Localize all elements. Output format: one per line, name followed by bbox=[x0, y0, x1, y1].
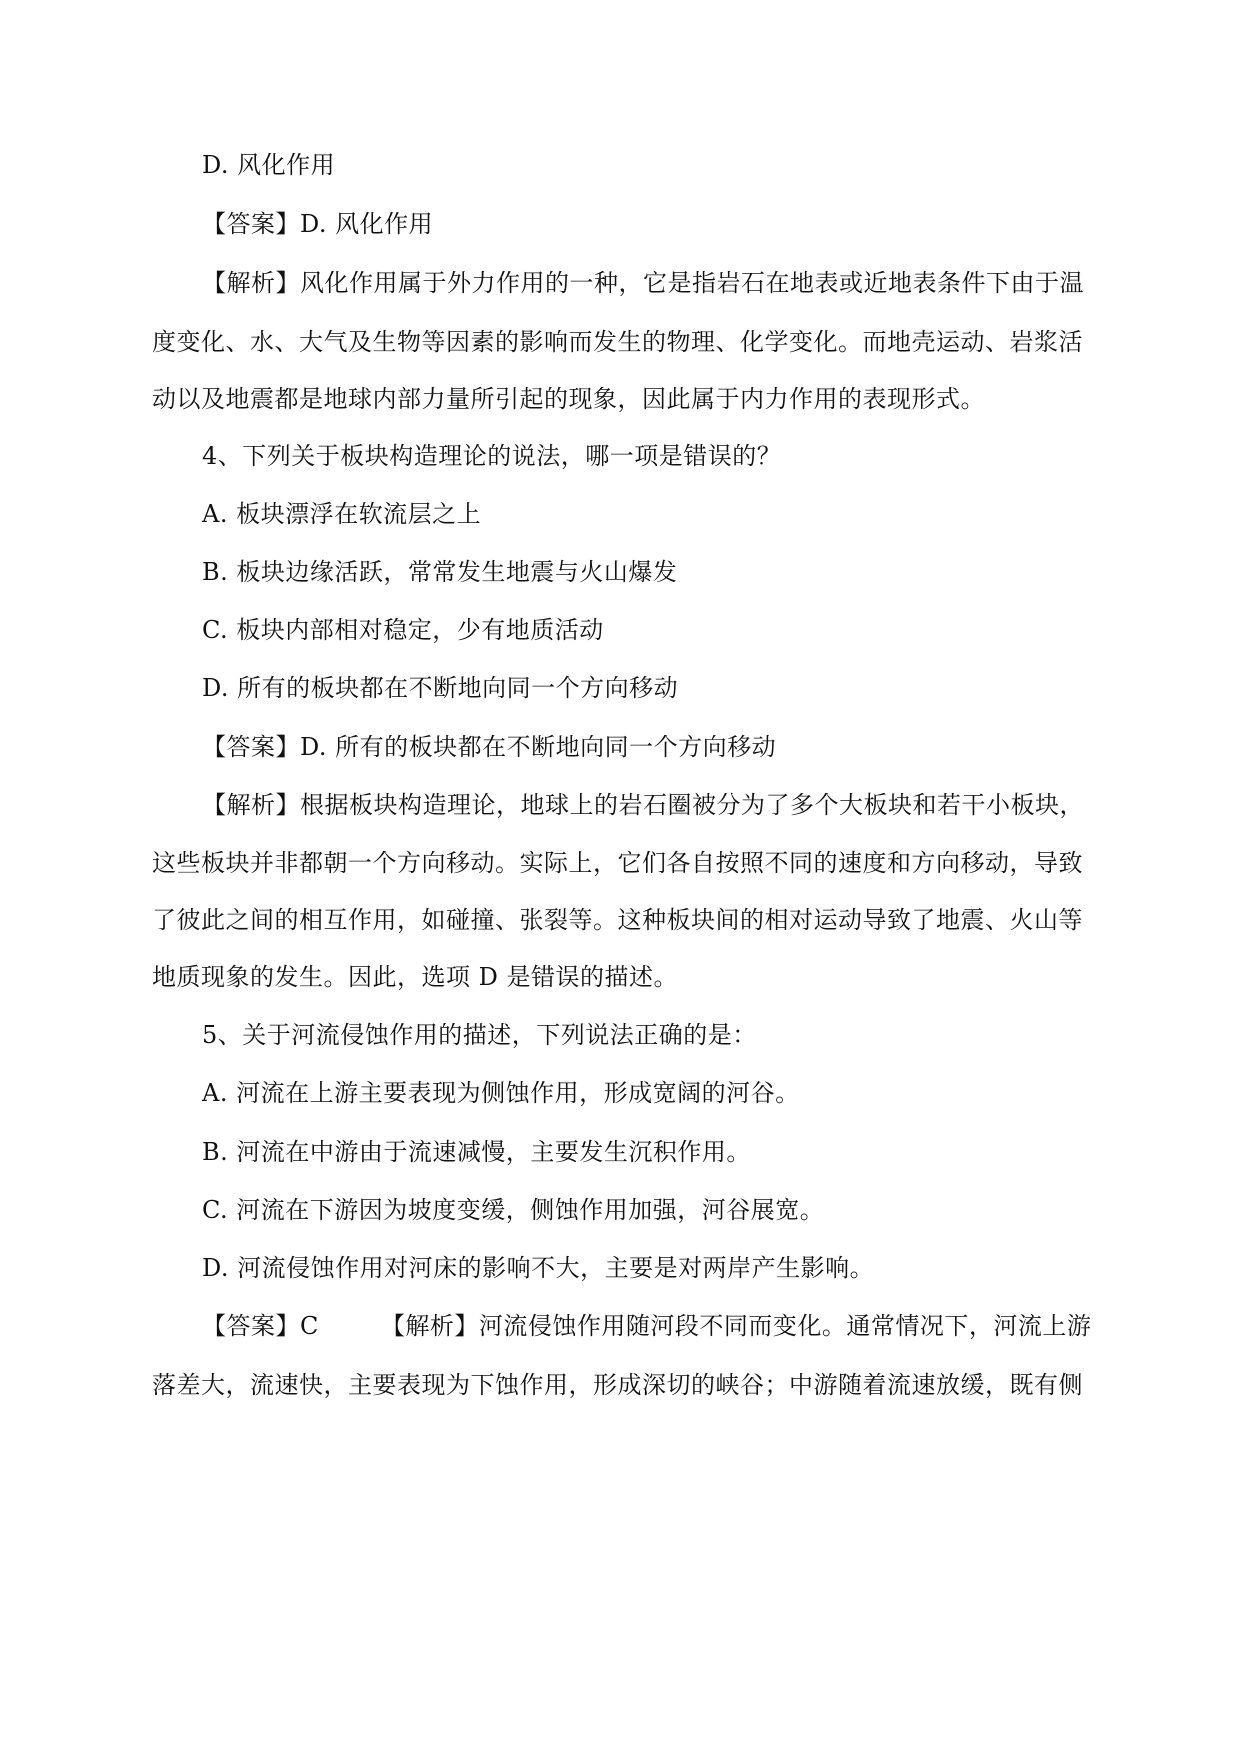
q4-analysis-line-2: 这些板块并非都朝一个方向移动。实际上，它们各自按照不同的速度和方向移动，导致 bbox=[152, 849, 1083, 877]
q4-option-d: D. 所有的板块都在不断地向同一个方向移动 bbox=[202, 674, 679, 702]
q3-option-d: D. 风化作用 bbox=[202, 151, 336, 179]
q3-analysis-line-2: 度变化、水、大气及生物等因素的影响而发生的物理、化学变化。而地壳运动、岩浆活 bbox=[152, 328, 1083, 356]
answer-label: 【答案】 bbox=[202, 733, 300, 761]
q5-analysis-line-2: 落差大，流速快，主要表现为下蚀作用，形成深切的峡谷；中游随着流速放缓，既有侧 bbox=[152, 1371, 1083, 1399]
answer-text: D. 所有的板块都在不断地向同一个方向移动 bbox=[300, 733, 777, 761]
q4-option-a: A. 板块漂浮在软流层之上 bbox=[202, 500, 482, 528]
q4-option-b: B. 板块边缘活跃，常常发生地震与火山爆发 bbox=[202, 558, 678, 586]
q4-answer bbox=[202, 732, 776, 762]
answer-label: 【答案】 bbox=[202, 210, 300, 238]
q5-option-d: D. 河流侵蚀作用对河床的影响不大，主要是对两岸产生影响。 bbox=[202, 1254, 875, 1282]
q5-option-b: B. 河流在中游由于流速减慢，主要发生沉积作用。 bbox=[202, 1138, 751, 1166]
q3-answer bbox=[202, 209, 433, 239]
q5-question: 5、关于河流侵蚀作用的描述，下列说法正确的是： bbox=[202, 1021, 757, 1049]
q3-analysis-line-1 bbox=[202, 268, 1084, 298]
q4-analysis-line-3: 了彼此之间的相互作用，如碰撞、张裂等。这种板块间的相对运动导致了地震、火山等 bbox=[152, 906, 1083, 934]
q4-option-c: C. 板块内部相对稳定，少有地质活动 bbox=[202, 616, 604, 644]
q4-question: 4、下列关于板块构造理论的说法，哪一项是错误的？ bbox=[202, 442, 782, 470]
q4-analysis-line-4: 地质现象的发生。因此，选项 D 是错误的描述。 bbox=[152, 963, 678, 991]
analysis-label: 【解析】 bbox=[380, 1312, 479, 1340]
analysis-text: 根据板块构造理论，地球上的岩石圈被分为了多个大板块和若干小板块， bbox=[300, 791, 1084, 819]
answer-text: C bbox=[300, 1312, 319, 1340]
q3-analysis-line-3: 动以及地震都是地球内部力量所引起的现象，因此属于内力作用的表现形式。 bbox=[152, 385, 985, 413]
analysis-label: 【解析】 bbox=[202, 269, 300, 297]
q4-analysis-line-1 bbox=[202, 790, 1084, 820]
analysis-label: 【解析】 bbox=[202, 791, 300, 819]
answer-label: 【答案】 bbox=[202, 1312, 300, 1340]
analysis-text: 河流侵蚀作用随河段不同而变化。通常情况下，河流上游 bbox=[478, 1312, 1092, 1340]
q5-option-c: C. 河流在下游因为坡度变缓，侧蚀作用加强，河谷展宽。 bbox=[202, 1196, 825, 1224]
q5-option-a: A. 河流在上游主要表现为侧蚀作用，形成宽阔的河谷。 bbox=[202, 1079, 800, 1107]
q5-answer-analysis-line-1 bbox=[202, 1311, 1091, 1341]
answer-text: D. 风化作用 bbox=[300, 210, 434, 238]
analysis-text: 风化作用属于外力作用的一种，它是指岩石在地表或近地表条件下由于温 bbox=[300, 269, 1084, 297]
